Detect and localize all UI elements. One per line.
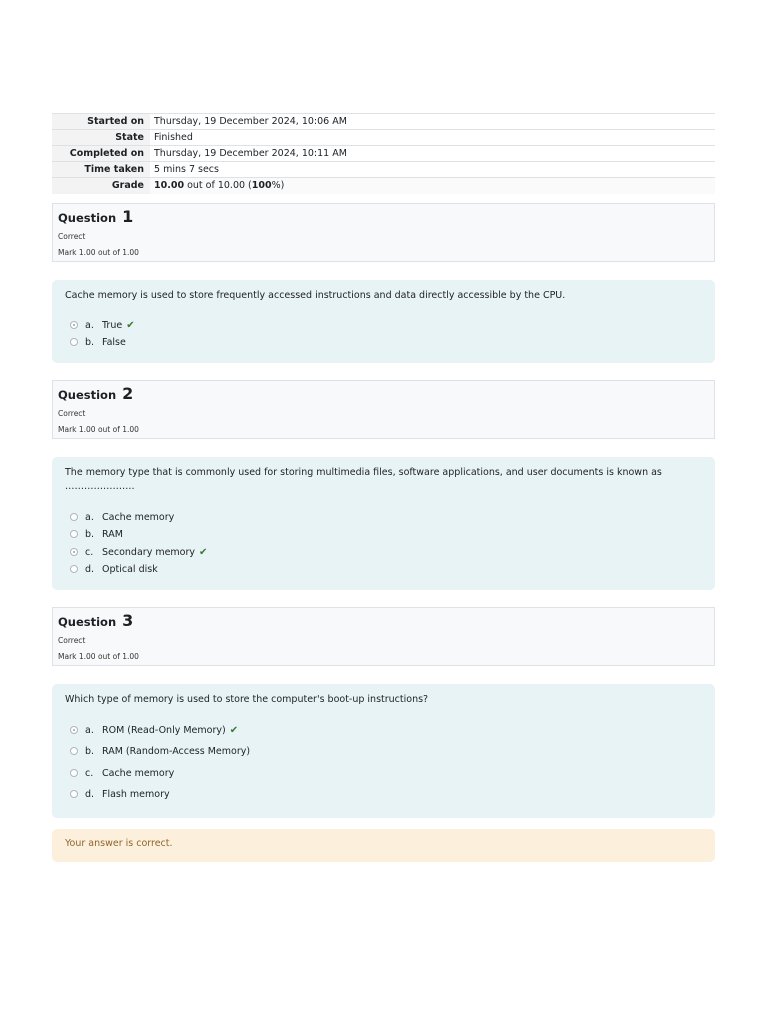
question-info — [52, 203, 715, 262]
summary-value: Finished — [150, 130, 715, 146]
option-text: RAM (Random-Access Memory) — [102, 745, 251, 757]
radio-icon[interactable] — [70, 790, 78, 798]
answer-option[interactable] — [70, 545, 207, 559]
question-text: Which type of memory is used to store the computer's boot-up instructions? — [65, 694, 429, 705]
grade-percent: 100 — [251, 180, 272, 192]
question-title — [58, 207, 133, 226]
option-text: Cache memory — [102, 767, 175, 779]
question-text: Cache memory is used to store frequently accessed instructions and data directly accessible by the CPU. — [65, 290, 566, 301]
option-text: Cache memory — [102, 511, 175, 523]
grade-outof: out of 10.00 ( — [184, 180, 252, 192]
question-info — [52, 380, 715, 439]
radio-icon[interactable] — [70, 321, 78, 329]
question-label: Question — [58, 388, 117, 402]
option-letter: c. — [85, 767, 94, 779]
feedback-text: Your answer is correct. — [65, 838, 173, 849]
answer-option[interactable] — [70, 318, 135, 332]
answer-option[interactable] — [70, 766, 174, 780]
grade-score: 10.00 — [154, 180, 185, 192]
check-icon: ✔ — [126, 319, 135, 331]
question-number: 3 — [122, 611, 134, 630]
summary-value: Thursday, 19 December 2024, 10:11 AM — [150, 146, 715, 162]
answer-option[interactable] — [70, 787, 170, 801]
summary-value: 5 mins 7 secs — [150, 162, 715, 178]
summary-row — [52, 146, 715, 162]
grade-end: %) — [271, 180, 285, 192]
answer-option[interactable] — [70, 562, 158, 576]
question-content — [52, 457, 715, 590]
radio-icon[interactable] — [70, 338, 78, 346]
option-letter: a. — [85, 724, 94, 736]
summary-label: Completed on — [52, 146, 150, 162]
option-letter: a. — [85, 319, 94, 331]
feedback-box — [52, 829, 715, 862]
summary-row — [52, 162, 715, 178]
question-info — [52, 607, 715, 666]
answer-option[interactable] — [70, 744, 250, 758]
grade-value — [150, 178, 715, 194]
option-text: Optical disk — [102, 563, 158, 575]
question-text: The memory type that is commonly used for storing multimedia files, software applications, and user documents is known as …………………. — [65, 467, 662, 492]
option-letter: b. — [85, 336, 95, 348]
question-content — [52, 280, 715, 363]
summary-label: State — [52, 130, 150, 146]
radio-icon[interactable] — [70, 747, 78, 755]
summary-value: Thursday, 19 December 2024, 10:06 AM — [150, 114, 715, 130]
option-letter: d. — [85, 788, 95, 800]
option-text: RAM — [102, 528, 123, 540]
attempt-summary-table — [52, 113, 715, 194]
question-content — [52, 684, 715, 818]
question-label: Question — [58, 211, 117, 225]
question-number: 2 — [122, 384, 134, 403]
question-mark: Mark 1.00 out of 1.00 — [58, 652, 139, 661]
answer-option[interactable] — [70, 335, 126, 349]
option-text: ROM (Read-Only Memory) — [102, 724, 226, 736]
question-mark: Mark 1.00 out of 1.00 — [58, 425, 139, 434]
option-text: False — [102, 336, 126, 348]
summary-label: Grade — [52, 178, 150, 194]
check-icon: ✔ — [229, 724, 239, 736]
option-letter: a. — [85, 511, 94, 523]
question-state: Correct — [58, 409, 86, 418]
check-icon: ✔ — [199, 546, 208, 558]
radio-icon[interactable] — [70, 769, 78, 777]
summary-label: Started on — [52, 114, 150, 130]
option-letter: d. — [85, 563, 95, 575]
question-number: 1 — [122, 207, 134, 226]
radio-icon[interactable] — [70, 548, 78, 556]
question-state: Correct — [58, 232, 86, 241]
question-label: Question — [58, 615, 117, 629]
radio-icon[interactable] — [70, 530, 78, 538]
answer-option[interactable] — [70, 510, 174, 524]
summary-label: Time taken — [52, 162, 150, 178]
answer-option[interactable] — [70, 723, 238, 737]
radio-icon[interactable] — [70, 565, 78, 573]
option-letter: b. — [85, 745, 95, 757]
radio-icon[interactable] — [70, 513, 78, 521]
summary-row — [52, 114, 715, 130]
question-state: Correct — [58, 636, 86, 645]
answer-option[interactable] — [70, 527, 123, 541]
question-title — [58, 384, 133, 403]
question-title — [58, 611, 133, 630]
question-mark: Mark 1.00 out of 1.00 — [58, 248, 139, 257]
option-letter: c. — [85, 546, 94, 558]
summary-row — [52, 130, 715, 146]
radio-icon[interactable] — [70, 726, 78, 734]
option-text: Secondary memory — [102, 546, 196, 558]
option-text: Flash memory — [102, 788, 170, 800]
option-letter: b. — [85, 528, 95, 540]
option-text: True — [102, 319, 123, 331]
summary-row-grade — [52, 178, 715, 194]
